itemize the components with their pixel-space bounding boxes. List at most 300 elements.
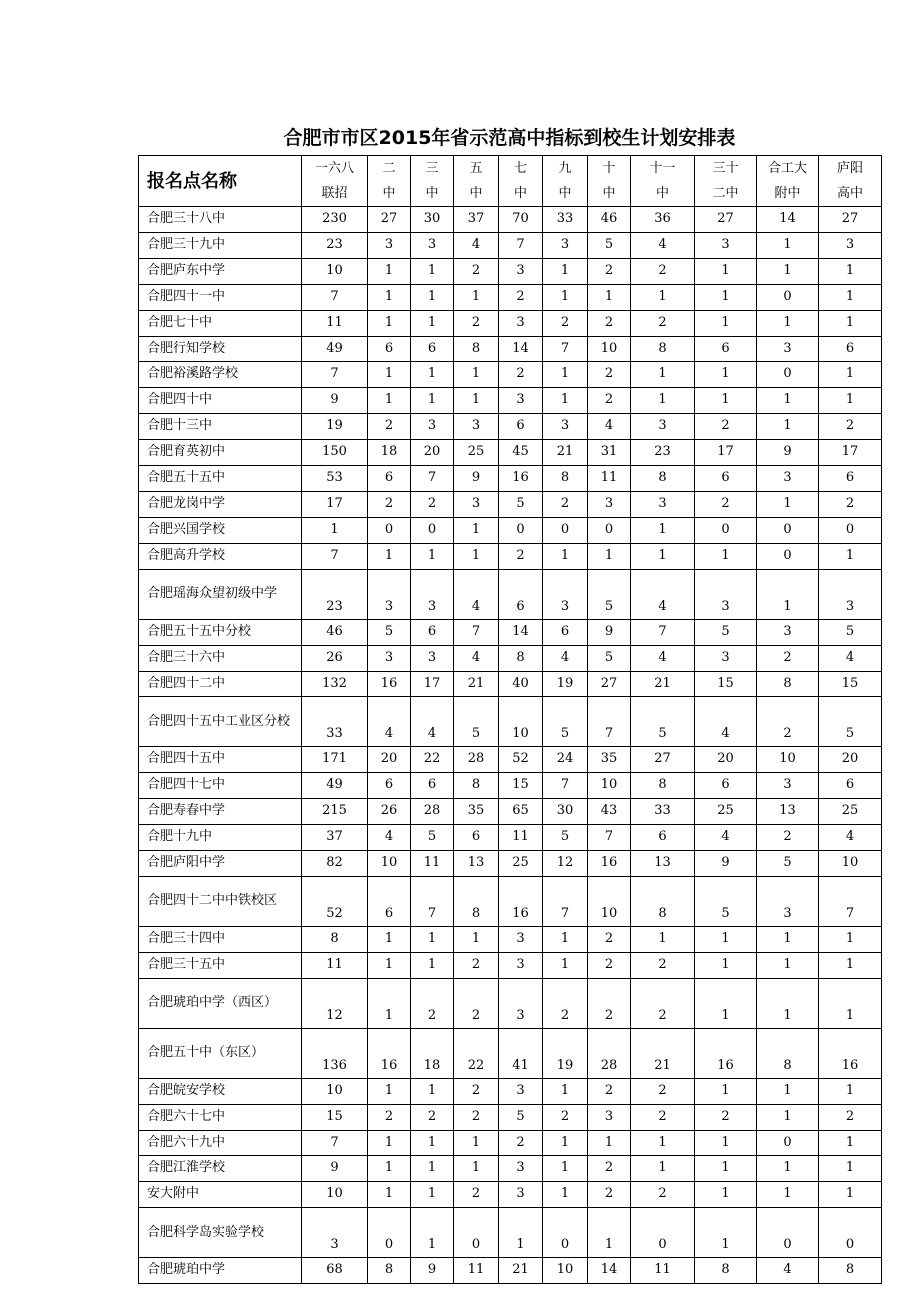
quota-cell: 1 xyxy=(588,543,631,569)
quota-cell: 17 xyxy=(695,440,757,466)
quota-cell: 4 xyxy=(819,825,882,851)
quota-cell: 4 xyxy=(631,645,695,671)
quota-cell: 52 xyxy=(302,876,368,926)
quota-cell: 2 xyxy=(695,491,757,517)
quota-cell: 1 xyxy=(302,517,368,543)
column-header xyxy=(302,156,368,207)
quota-cell: 0 xyxy=(819,517,882,543)
quota-cell: 2 xyxy=(757,825,819,851)
quota-cell: 2 xyxy=(499,543,543,569)
quota-cell: 1 xyxy=(543,952,588,978)
quota-cell: 9 xyxy=(302,1156,368,1182)
quota-cell: 0 xyxy=(368,1208,411,1258)
quota-cell: 2 xyxy=(588,952,631,978)
quota-cell: 20 xyxy=(695,747,757,773)
quota-cell: 1 xyxy=(368,1130,411,1156)
quota-cell: 2 xyxy=(454,310,499,336)
quota-cell: 22 xyxy=(411,747,454,773)
quota-cell: 23 xyxy=(302,232,368,258)
school-name-cell: 合肥瑶海众望初级中学 xyxy=(139,569,302,619)
quota-cell: 2 xyxy=(631,952,695,978)
quota-cell: 16 xyxy=(368,671,411,697)
quota-cell: 2 xyxy=(819,491,882,517)
quota-cell: 1 xyxy=(631,1130,695,1156)
quota-cell: 5 xyxy=(368,619,411,645)
quota-cell: 0 xyxy=(757,1208,819,1258)
quota-cell: 3 xyxy=(499,1078,543,1104)
quota-cell: 7 xyxy=(543,336,588,362)
quota-cell: 1 xyxy=(368,362,411,388)
quota-cell: 3 xyxy=(819,569,882,619)
column-header-line: 二中 xyxy=(712,186,739,201)
quota-cell: 1 xyxy=(695,362,757,388)
column-header-line: 中 xyxy=(602,186,616,201)
quota-cell: 0 xyxy=(757,362,819,388)
quota-cell: 2 xyxy=(411,1104,454,1130)
quota-cell: 2 xyxy=(757,697,819,747)
quota-cell: 1 xyxy=(757,952,819,978)
quota-cell: 7 xyxy=(543,773,588,799)
quota-cell: 26 xyxy=(368,799,411,825)
quota-cell: 3 xyxy=(588,1104,631,1130)
table-row xyxy=(139,414,882,440)
column-header-line: 中 xyxy=(382,186,396,201)
quota-cell: 1 xyxy=(411,362,454,388)
quota-cell: 1 xyxy=(819,978,882,1028)
quota-cell: 4 xyxy=(631,232,695,258)
quota-cell: 21 xyxy=(631,1028,695,1078)
table-row xyxy=(139,773,882,799)
quota-cell: 15 xyxy=(695,671,757,697)
quota-cell: 1 xyxy=(411,1208,454,1258)
column-header xyxy=(631,156,695,207)
quota-cell: 9 xyxy=(588,619,631,645)
quota-cell: 15 xyxy=(302,1104,368,1130)
school-name-cell: 合肥三十九中 xyxy=(139,232,302,258)
table-row xyxy=(139,569,882,619)
allocation-table xyxy=(138,155,882,1284)
table-row xyxy=(139,851,882,877)
quota-cell: 1 xyxy=(757,1104,819,1130)
quota-cell: 1 xyxy=(757,978,819,1028)
quota-cell: 1 xyxy=(819,362,882,388)
quota-cell: 1 xyxy=(757,414,819,440)
quota-cell: 1 xyxy=(411,310,454,336)
table-row xyxy=(139,517,882,543)
quota-cell: 23 xyxy=(302,569,368,619)
quota-cell: 6 xyxy=(695,336,757,362)
quota-cell: 0 xyxy=(757,543,819,569)
quota-cell: 43 xyxy=(588,799,631,825)
quota-cell: 8 xyxy=(631,876,695,926)
column-header xyxy=(695,156,757,207)
school-name-cell: 合肥琥珀中学 xyxy=(139,1258,302,1284)
quota-cell: 1 xyxy=(543,1156,588,1182)
school-name-cell: 安大附中 xyxy=(139,1182,302,1208)
header-row xyxy=(139,156,882,207)
quota-cell: 3 xyxy=(757,773,819,799)
quota-cell: 5 xyxy=(543,697,588,747)
quota-cell: 1 xyxy=(411,388,454,414)
table-row xyxy=(139,1258,882,1284)
school-name-cell: 合肥十三中 xyxy=(139,414,302,440)
quota-cell: 8 xyxy=(454,876,499,926)
quota-cell: 20 xyxy=(368,747,411,773)
quota-cell: 5 xyxy=(454,697,499,747)
quota-cell: 230 xyxy=(302,207,368,233)
quota-cell: 171 xyxy=(302,747,368,773)
quota-cell: 37 xyxy=(454,207,499,233)
quota-cell: 3 xyxy=(543,569,588,619)
quota-cell: 3 xyxy=(368,232,411,258)
quota-cell: 0 xyxy=(368,517,411,543)
column-header-line: 五 xyxy=(469,161,483,176)
school-name-cell: 合肥六十九中 xyxy=(139,1130,302,1156)
quota-cell: 6 xyxy=(411,619,454,645)
quota-cell: 2 xyxy=(588,258,631,284)
quota-cell: 0 xyxy=(454,1208,499,1258)
table-body xyxy=(139,207,882,1284)
table-row xyxy=(139,952,882,978)
quota-cell: 1 xyxy=(588,1130,631,1156)
column-header xyxy=(411,156,454,207)
quota-cell: 2 xyxy=(454,1182,499,1208)
quota-cell: 1 xyxy=(695,952,757,978)
quota-cell: 8 xyxy=(302,926,368,952)
quota-cell: 3 xyxy=(454,491,499,517)
school-name-cell: 合肥高升学校 xyxy=(139,543,302,569)
quota-cell: 6 xyxy=(368,773,411,799)
quota-cell: 1 xyxy=(695,388,757,414)
quota-cell: 1 xyxy=(757,388,819,414)
quota-cell: 1 xyxy=(499,1208,543,1258)
quota-cell: 1 xyxy=(631,284,695,310)
quota-cell: 2 xyxy=(499,362,543,388)
quota-cell: 0 xyxy=(588,517,631,543)
quota-cell: 3 xyxy=(499,978,543,1028)
quota-cell: 5 xyxy=(819,619,882,645)
quota-cell: 6 xyxy=(499,569,543,619)
quota-cell: 16 xyxy=(499,876,543,926)
quota-cell: 2 xyxy=(368,491,411,517)
quota-cell: 20 xyxy=(819,747,882,773)
quota-cell: 1 xyxy=(695,1156,757,1182)
quota-cell: 3 xyxy=(543,414,588,440)
quota-cell: 14 xyxy=(499,336,543,362)
quota-cell: 1 xyxy=(411,284,454,310)
quota-cell: 1 xyxy=(631,1156,695,1182)
quota-cell: 3 xyxy=(543,232,588,258)
quota-cell: 2 xyxy=(454,978,499,1028)
quota-cell: 4 xyxy=(454,645,499,671)
quota-cell: 25 xyxy=(454,440,499,466)
quota-cell: 5 xyxy=(499,491,543,517)
table-row xyxy=(139,466,882,492)
school-name-cell: 合肥裕溪路学校 xyxy=(139,362,302,388)
quota-cell: 136 xyxy=(302,1028,368,1078)
quota-cell: 11 xyxy=(302,952,368,978)
quota-cell: 7 xyxy=(454,619,499,645)
quota-cell: 82 xyxy=(302,851,368,877)
quota-cell: 10 xyxy=(302,1078,368,1104)
quota-cell: 3 xyxy=(695,645,757,671)
quota-cell: 1 xyxy=(368,926,411,952)
school-name-cell: 合肥行知学校 xyxy=(139,336,302,362)
quota-cell: 3 xyxy=(302,1208,368,1258)
quota-cell: 18 xyxy=(368,440,411,466)
quota-cell: 1 xyxy=(757,232,819,258)
quota-cell: 8 xyxy=(695,1258,757,1284)
quota-cell: 15 xyxy=(499,773,543,799)
quota-cell: 2 xyxy=(695,414,757,440)
quota-cell: 3 xyxy=(499,310,543,336)
quota-cell: 8 xyxy=(454,336,499,362)
table-row xyxy=(139,491,882,517)
quota-cell: 17 xyxy=(819,440,882,466)
column-header-line: 十一 xyxy=(649,161,676,176)
quota-cell: 13 xyxy=(631,851,695,877)
quota-cell: 35 xyxy=(588,747,631,773)
quota-cell: 1 xyxy=(695,310,757,336)
quota-cell: 2 xyxy=(499,1130,543,1156)
quota-cell: 2 xyxy=(631,1104,695,1130)
quota-cell: 1 xyxy=(819,1182,882,1208)
quota-cell: 25 xyxy=(819,799,882,825)
quota-cell: 6 xyxy=(819,336,882,362)
quota-cell: 1 xyxy=(757,1078,819,1104)
quota-cell: 6 xyxy=(368,466,411,492)
table-row xyxy=(139,645,882,671)
quota-cell: 25 xyxy=(695,799,757,825)
school-name-cell: 合肥兴国学校 xyxy=(139,517,302,543)
quota-cell: 27 xyxy=(695,207,757,233)
school-name-cell: 合肥四十五中 xyxy=(139,747,302,773)
quota-cell: 4 xyxy=(543,645,588,671)
quota-cell: 7 xyxy=(588,825,631,851)
quota-cell: 1 xyxy=(819,543,882,569)
quota-cell: 13 xyxy=(454,851,499,877)
quota-cell: 14 xyxy=(499,619,543,645)
quota-cell: 1 xyxy=(454,1156,499,1182)
quota-cell: 12 xyxy=(543,851,588,877)
quota-cell: 8 xyxy=(368,1258,411,1284)
quota-cell: 21 xyxy=(631,671,695,697)
quota-cell: 19 xyxy=(543,671,588,697)
quota-cell: 6 xyxy=(411,336,454,362)
quota-cell: 11 xyxy=(588,466,631,492)
quota-cell: 1 xyxy=(819,952,882,978)
quota-cell: 0 xyxy=(631,1208,695,1258)
table-row xyxy=(139,1156,882,1182)
quota-cell: 10 xyxy=(368,851,411,877)
quota-cell: 2 xyxy=(543,491,588,517)
quota-cell: 1 xyxy=(368,1156,411,1182)
quota-cell: 0 xyxy=(757,1130,819,1156)
quota-cell: 46 xyxy=(588,207,631,233)
quota-cell: 1 xyxy=(411,1130,454,1156)
quota-cell: 4 xyxy=(454,232,499,258)
quota-cell: 7 xyxy=(499,232,543,258)
quota-cell: 1 xyxy=(543,543,588,569)
quota-cell: 4 xyxy=(368,697,411,747)
quota-cell: 3 xyxy=(757,466,819,492)
school-name-cell: 合肥寿春中学 xyxy=(139,799,302,825)
quota-cell: 1 xyxy=(757,310,819,336)
quota-cell: 17 xyxy=(302,491,368,517)
quota-cell: 1 xyxy=(543,1130,588,1156)
quota-cell: 10 xyxy=(302,258,368,284)
quota-cell: 1 xyxy=(695,926,757,952)
quota-cell: 5 xyxy=(588,232,631,258)
quota-cell: 33 xyxy=(631,799,695,825)
quota-cell: 1 xyxy=(757,1156,819,1182)
quota-cell: 2 xyxy=(631,258,695,284)
quota-cell: 1 xyxy=(543,1078,588,1104)
quota-cell: 150 xyxy=(302,440,368,466)
quota-cell: 18 xyxy=(411,1028,454,1078)
quota-cell: 16 xyxy=(368,1028,411,1078)
quota-cell: 3 xyxy=(631,491,695,517)
quota-cell: 1 xyxy=(588,284,631,310)
table-row xyxy=(139,336,882,362)
quota-cell: 23 xyxy=(631,440,695,466)
quota-cell: 1 xyxy=(543,926,588,952)
quota-cell: 41 xyxy=(499,1028,543,1078)
quota-cell: 24 xyxy=(543,747,588,773)
table-row xyxy=(139,978,882,1028)
quota-cell: 52 xyxy=(499,747,543,773)
quota-cell: 49 xyxy=(302,336,368,362)
school-name-cell: 合肥科学岛实验学校 xyxy=(139,1208,302,1258)
column-header-line: 合工大 xyxy=(767,161,807,176)
quota-cell: 2 xyxy=(631,1078,695,1104)
quota-cell: 1 xyxy=(411,1182,454,1208)
quota-cell: 5 xyxy=(411,825,454,851)
quota-cell: 1 xyxy=(695,543,757,569)
table-row xyxy=(139,876,882,926)
quota-cell: 10 xyxy=(819,851,882,877)
quota-cell: 3 xyxy=(368,645,411,671)
quota-cell: 2 xyxy=(368,414,411,440)
column-header xyxy=(499,156,543,207)
quota-cell: 68 xyxy=(302,1258,368,1284)
quota-cell: 16 xyxy=(819,1028,882,1078)
quota-cell: 11 xyxy=(302,310,368,336)
quota-cell: 1 xyxy=(819,310,882,336)
quota-cell: 6 xyxy=(368,336,411,362)
quota-cell: 2 xyxy=(695,1104,757,1130)
quota-cell: 11 xyxy=(631,1258,695,1284)
quota-cell: 1 xyxy=(631,926,695,952)
quota-cell: 6 xyxy=(543,619,588,645)
quota-cell: 5 xyxy=(588,645,631,671)
quota-cell: 6 xyxy=(499,414,543,440)
quota-cell: 1 xyxy=(631,362,695,388)
quota-cell: 1 xyxy=(695,1078,757,1104)
quota-cell: 3 xyxy=(499,1156,543,1182)
column-header-line: 九 xyxy=(558,161,572,176)
quota-cell: 5 xyxy=(695,619,757,645)
quota-cell: 1 xyxy=(454,388,499,414)
quota-cell: 0 xyxy=(499,517,543,543)
document-title: 合肥市市区2015年省示范高中指标到校生计划安排表 xyxy=(283,127,736,149)
column-header-line: 十 xyxy=(602,161,616,176)
quota-cell: 3 xyxy=(499,952,543,978)
table-row xyxy=(139,697,882,747)
quota-cell: 3 xyxy=(695,232,757,258)
quota-cell: 2 xyxy=(588,978,631,1028)
quota-cell: 6 xyxy=(454,825,499,851)
quota-cell: 0 xyxy=(695,517,757,543)
quota-cell: 5 xyxy=(819,697,882,747)
quota-cell: 9 xyxy=(411,1258,454,1284)
quota-cell: 10 xyxy=(588,876,631,926)
quota-cell: 15 xyxy=(819,671,882,697)
quota-cell: 21 xyxy=(499,1258,543,1284)
quota-cell: 1 xyxy=(819,926,882,952)
table-row xyxy=(139,825,882,851)
quota-cell: 3 xyxy=(411,569,454,619)
quota-cell: 11 xyxy=(454,1258,499,1284)
quota-cell: 1 xyxy=(757,1182,819,1208)
quota-cell: 65 xyxy=(499,799,543,825)
school-name-cell: 合肥三十五中 xyxy=(139,952,302,978)
table-row xyxy=(139,284,882,310)
quota-cell: 8 xyxy=(631,773,695,799)
column-header-line: 三十 xyxy=(712,161,739,176)
quota-cell: 26 xyxy=(302,645,368,671)
quota-cell: 7 xyxy=(302,543,368,569)
quota-cell: 3 xyxy=(757,619,819,645)
quota-cell: 5 xyxy=(499,1104,543,1130)
quota-cell: 1 xyxy=(454,1130,499,1156)
quota-cell: 2 xyxy=(819,1104,882,1130)
quota-cell: 1 xyxy=(543,284,588,310)
quota-cell: 7 xyxy=(302,1130,368,1156)
column-header-line: 联招 xyxy=(321,186,348,201)
quota-cell: 8 xyxy=(499,645,543,671)
quota-cell: 4 xyxy=(411,697,454,747)
column-header-line: 中 xyxy=(469,186,483,201)
school-name-cell: 合肥四十中 xyxy=(139,388,302,414)
quota-cell: 14 xyxy=(588,1258,631,1284)
quota-cell: 33 xyxy=(302,697,368,747)
quota-cell: 2 xyxy=(631,1182,695,1208)
quota-cell: 49 xyxy=(302,773,368,799)
school-name-cell: 合肥庐东中学 xyxy=(139,258,302,284)
quota-cell: 20 xyxy=(411,440,454,466)
table-row xyxy=(139,1182,882,1208)
quota-cell: 2 xyxy=(454,1078,499,1104)
quota-cell: 70 xyxy=(499,207,543,233)
quota-cell: 7 xyxy=(631,619,695,645)
table-row xyxy=(139,543,882,569)
table-row xyxy=(139,1130,882,1156)
quota-cell: 6 xyxy=(695,773,757,799)
quota-cell: 2 xyxy=(543,1104,588,1130)
quota-cell: 2 xyxy=(757,645,819,671)
quota-cell: 1 xyxy=(368,1182,411,1208)
quota-cell: 2 xyxy=(499,284,543,310)
quota-cell: 1 xyxy=(757,258,819,284)
quota-cell: 27 xyxy=(819,207,882,233)
quota-cell: 4 xyxy=(368,825,411,851)
quota-cell: 11 xyxy=(499,825,543,851)
quota-cell: 28 xyxy=(454,747,499,773)
column-header xyxy=(819,156,882,207)
column-header xyxy=(543,156,588,207)
quota-cell: 1 xyxy=(543,362,588,388)
